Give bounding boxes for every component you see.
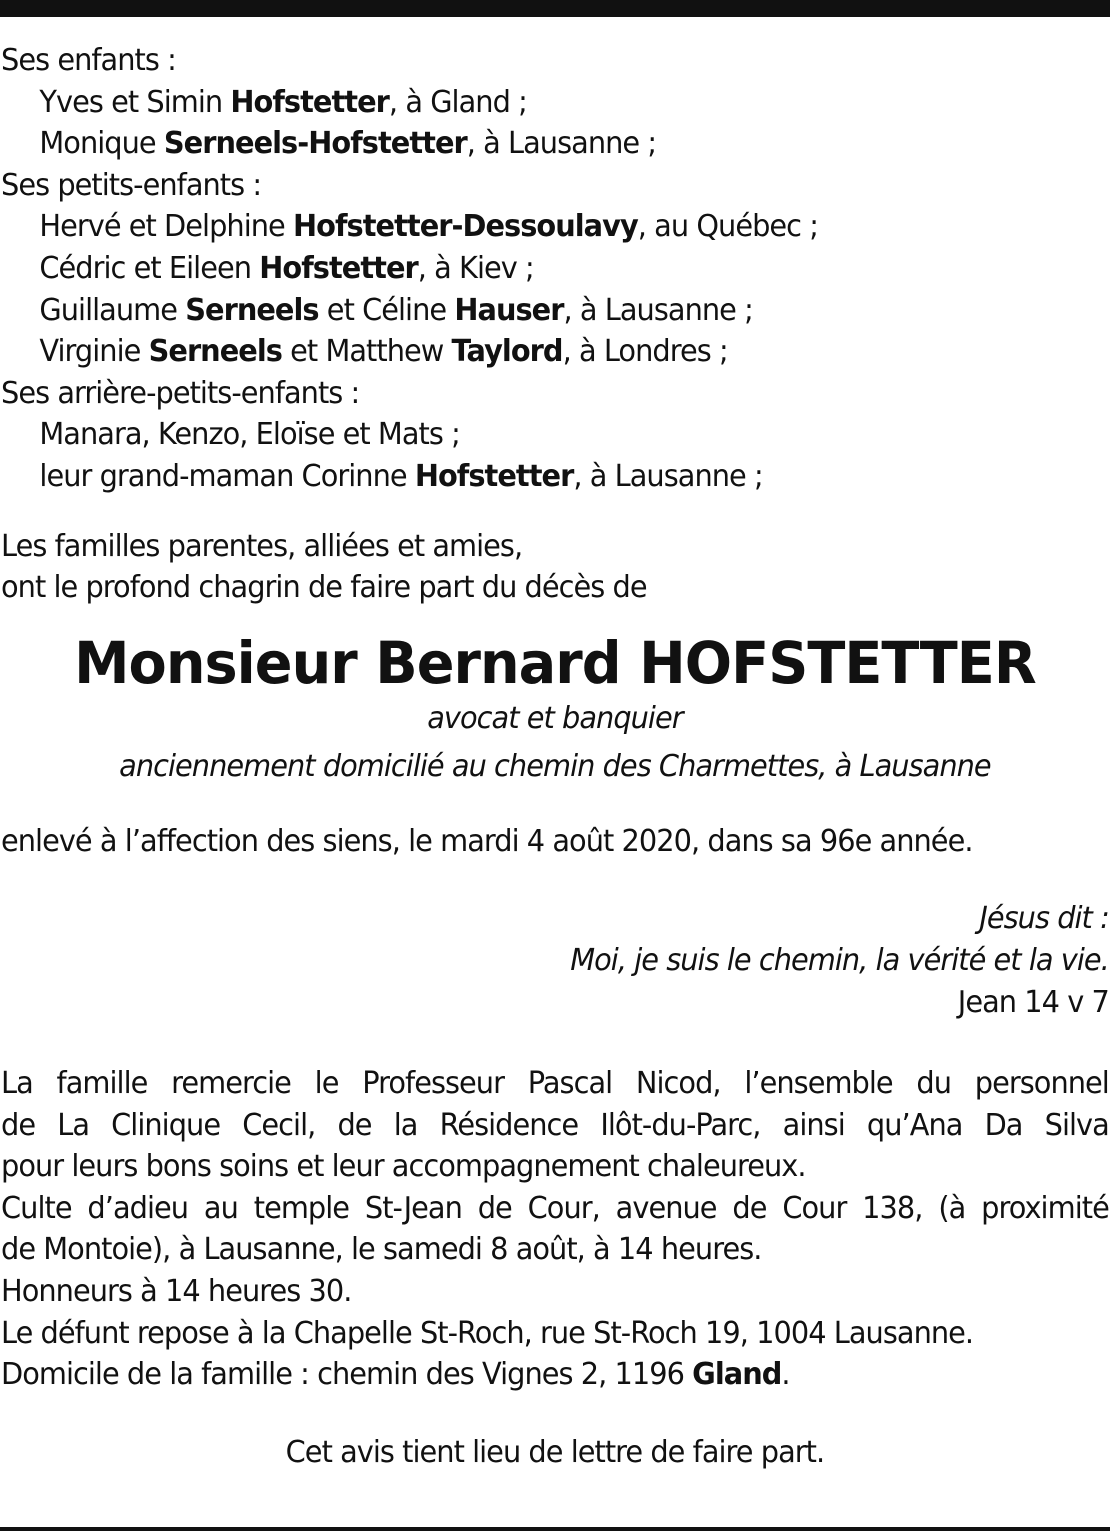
spacer bbox=[1, 498, 1109, 526]
grandchild-entry: Guillaume Serneels et Céline Hauser, à Lausanne ; bbox=[39, 292, 753, 328]
spacer bbox=[1, 862, 1109, 898]
family-address: Domicile de la famille : chemin des Vignes 2, 1196 Gland. bbox=[1, 1357, 790, 1393]
thanks-line: La famille remercie le Professeur Pascal Nicod, l’ensemble du personnel bbox=[1, 1066, 1109, 1102]
thanks-line: pour leurs bons soins et leur accompagnement chaleureux. bbox=[1, 1149, 806, 1185]
bottom-rule bbox=[0, 1527, 1110, 1531]
town: Gland bbox=[692, 1357, 782, 1393]
closing-note: Cet avis tient lieu de lettre de faire part. bbox=[285, 1434, 825, 1470]
surname: Serneels bbox=[185, 292, 319, 328]
spacer bbox=[1, 1023, 1109, 1063]
thanks-line: de La Clinique Cecil, de la Résidence Ilôt-du-Parc, ainsi qu’Ana Da Silva bbox=[1, 1107, 1109, 1143]
child-entry: Yves et Simin Hofstetter, à Gland ; bbox=[39, 84, 527, 120]
surname: Taylord bbox=[451, 334, 563, 370]
deceased-profession: avocat et banquier bbox=[427, 700, 683, 736]
resting-place: Le défunt repose à la Chapelle St-Roch, rue St-Roch 19, 1004 Lausanne. bbox=[1, 1315, 974, 1351]
surname: Serneels bbox=[148, 334, 282, 370]
notice-body bbox=[1, 40, 1109, 1473]
children-heading: Ses enfants : bbox=[1, 43, 176, 78]
deceased-residence: anciennement domicilié au chemin des Charmettes, à Lausanne bbox=[119, 748, 991, 784]
spacer bbox=[1, 1396, 1109, 1432]
announcement-line: ont le profond chagrin de faire part du décès de bbox=[1, 570, 647, 606]
surname: Hofstetter-Dessoulavy bbox=[292, 209, 638, 245]
honours-time: Honneurs à 14 heures 30. bbox=[1, 1274, 352, 1310]
grandchild-entry: Virginie Serneels et Matthew Taylord, à Londres ; bbox=[39, 334, 728, 370]
quote-text: Moi, je suis le chemin, la vérité et la vie. bbox=[570, 942, 1109, 978]
surname: Hofstetter bbox=[230, 84, 389, 120]
quote-intro: Jésus dit : bbox=[979, 901, 1109, 937]
surname: Serneels-Hofstetter bbox=[163, 126, 467, 162]
great-grandchild-entry: leur grand-maman Corinne Hofstetter, à Lausanne ; bbox=[39, 458, 763, 494]
surname: Hauser bbox=[454, 292, 564, 328]
grandchild-entry: Hervé et Delphine Hofstetter-Dessoulavy, au Québec ; bbox=[39, 209, 819, 245]
grandchildren-heading: Ses petits-enfants : bbox=[1, 167, 262, 203]
quote-reference: Jean 14 v 7 bbox=[957, 984, 1109, 1020]
spacer bbox=[1, 791, 1109, 821]
ceremony-line: Culte d’adieu au temple St-Jean de Cour, avenue de Cour 138, (à proximité bbox=[1, 1190, 1109, 1226]
great-grandchild-entry: Manara, Kenzo, Eloïse et Mats ; bbox=[39, 417, 460, 453]
top-rule bbox=[0, 0, 1110, 17]
announcement-line: Les familles parentes, alliées et amies, bbox=[1, 528, 523, 564]
surname: Hofstetter bbox=[414, 458, 574, 494]
grandchild-entry: Cédric et Eileen Hofstetter, à Kiev ; bbox=[39, 250, 534, 286]
deceased-name: Monsieur Bernard HOFSTETTER bbox=[74, 628, 1036, 697]
ceremony-line: de Montoie), à Lausanne, le samedi 8 août, à 14 heures. bbox=[1, 1232, 762, 1268]
death-details: enlevé à l’affection des siens, le mardi 4 août 2020, dans sa 96e année. bbox=[1, 823, 973, 859]
great-grandchildren-heading: Ses arrière-petits-enfants : bbox=[1, 375, 360, 411]
surname: Hofstetter bbox=[259, 250, 418, 286]
child-entry: Monique Serneels-Hofstetter, à Lausanne ; bbox=[39, 126, 657, 162]
